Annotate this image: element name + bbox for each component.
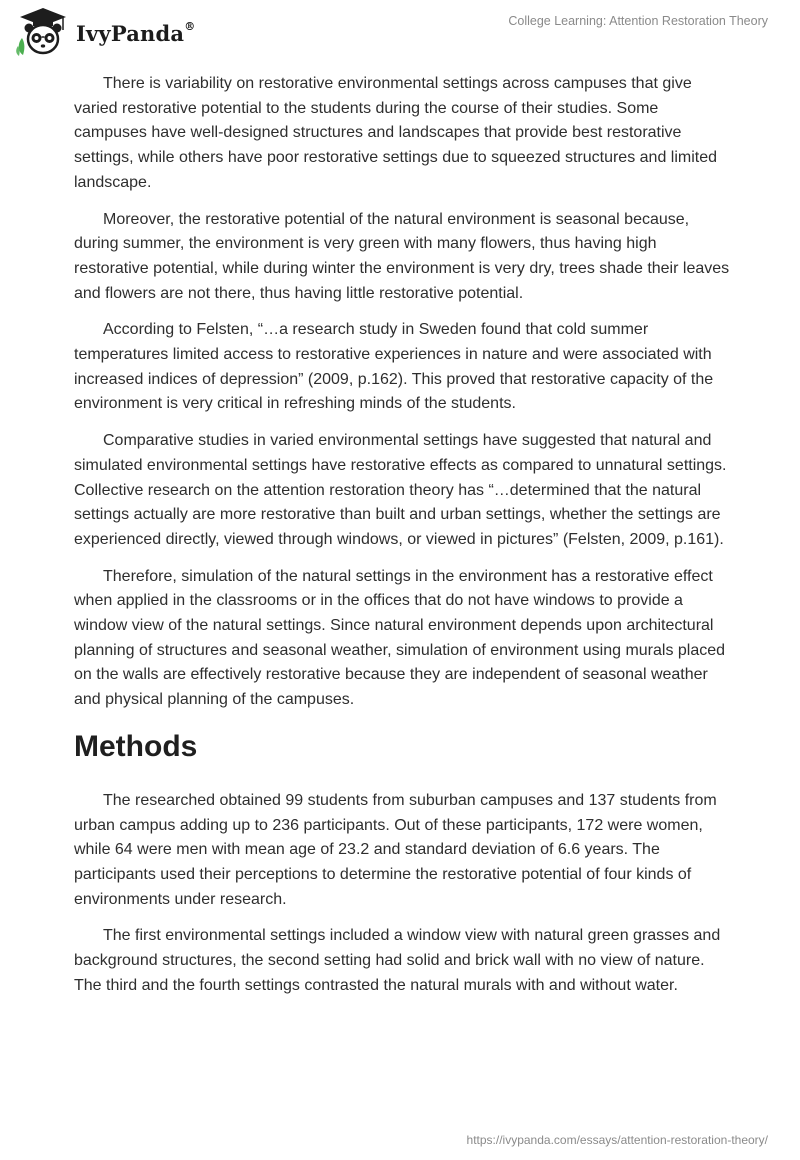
panda-graduate-icon	[14, 6, 72, 58]
paragraph: Therefore, simulation of the natural settings in the environment has a restorative effect when applied in the classrooms or in the offices that do not have windows to provide a window view of the natural settings. Since natural environment depends upon architectural planning of structures and seasonal weather, simulation of environment using murals placed on the walls are effectively restorative because they are independent of seasonal weather and physical planning of the campuses.	[74, 567, 726, 709]
brand-name: IvyPanda®	[76, 19, 196, 46]
source-url[interactable]: https://ivypanda.com/essays/attention-restoration-theory/	[466, 1133, 768, 1147]
page-header	[0, 0, 800, 70]
paragraph: There is variability on restorative environmental settings across campuses that give varied restorative potential to the students during the course of their studies. Some campuses have well-designed structures and landscapes that provide best restorative settings, while others have poor restorative settings due to squeezed structures and limited landscape.	[74, 75, 718, 191]
ivypanda-logo[interactable]	[14, 6, 195, 58]
paragraph: Comparative studies in varied environmental settings have suggested that natural and simulated environmental settings have restorative effects as compared to unnatural settings. Collective research on the attention restoration theory has “…determined that the natural settings actually are more restorative than built and urban settings, whether the settings are experienced directly, viewed through windows, or viewed in pictures” (Felsten, 2009, p.161).	[74, 432, 727, 548]
paragraph: According to Felsten, “…a research study in Sweden found that cold summer temperatures limited access to restorative experiences in nature and were associated with increased indices of depression” (2009, p.162). This proved that restorative capacity of the environment is very critical in refreshing minds of the students.	[74, 321, 714, 413]
paragraph: The researched obtained 99 students from suburban campuses and 137 students from urban campus adding up to 236 participants. Out of these participants, 172 were women, while 64 were men with mean age of 23.2 and standard deviation of 6.6 years. The participants used their perceptions to determine the restorative potential of four kinds of environments under research.	[74, 791, 717, 908]
document-title: College Learning: Attention Restoration Theory	[508, 14, 768, 28]
paragraph: Moreover, the restorative potential of the natural environment is seasonal because, during summer, the environment is very green with many flowers, thus having high restorative potential, while during winter the environment is very dry, trees shade their leaves and flowers are not there, thus having little restorative potential.	[74, 210, 730, 302]
paragraph: The first environmental settings included a window view with natural green grasses and background structures, the second setting had solid and brick wall with no view of nature. The third and the fourth settings contrasted the natural murals with and without water.	[74, 927, 721, 994]
methods-heading: Methods	[74, 729, 198, 763]
article-body	[74, 72, 734, 1011]
